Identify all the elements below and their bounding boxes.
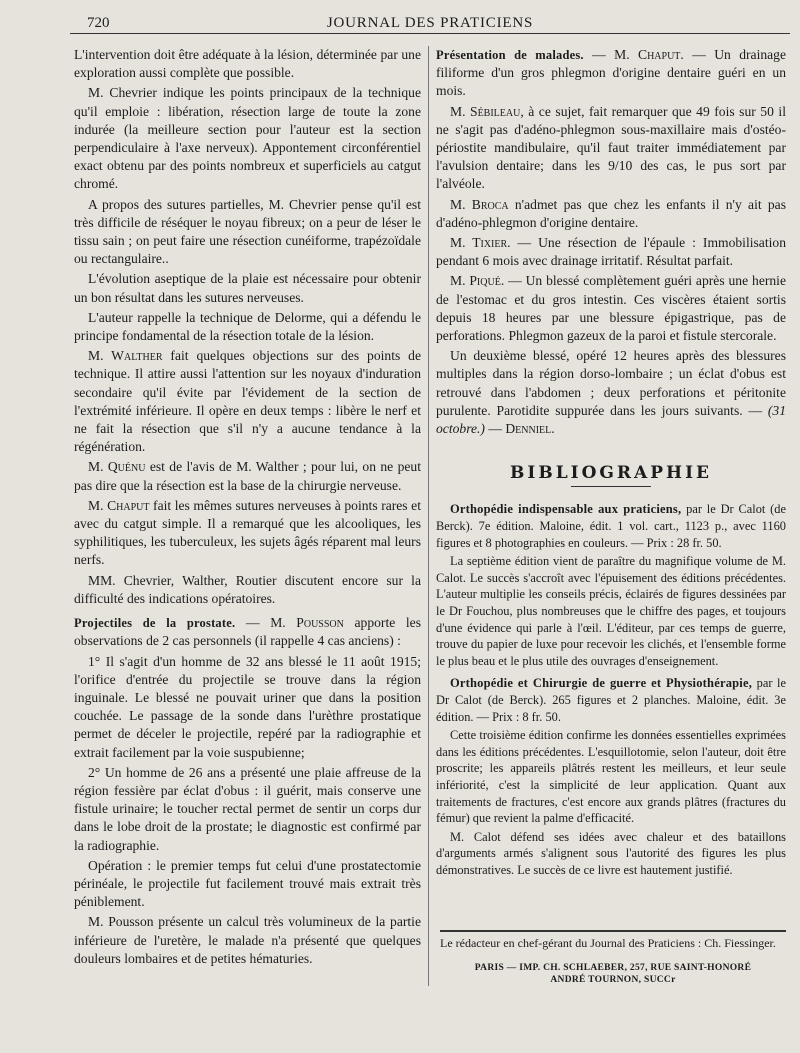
author-name: M. Tixier. [450, 235, 511, 251]
book-details: par le Dr Calot (de Berck). 7e édition. Maloine, édit. 1 vol. cart., 1123 p., avec 1160 figures et 8 photographies en couleurs. — Prix : 28 fr. 50. [436, 502, 786, 550]
section-paragraph: Présentation de malades. — M. Chaput. — Un drainage filiforme d'un gros phlegmon d'origine dentaire guéri en un mois. [436, 47, 787, 99]
book-entry [436, 501, 786, 551]
paragraph-text: apporte les observations de 2 cas personnels (il rappelle 4 cas anciens) : [74, 615, 421, 649]
paragraph [436, 234, 786, 270]
paragraph [436, 272, 786, 345]
author-name: M. Walther [88, 348, 163, 364]
column-divider [428, 46, 429, 986]
review-paragraph: M. Calot défend ses idées avec chaleur et des bataillons d'arguments armés s'alignent sous l'autorité des figures les plus démonstratives. Le succès de ce livre est hautement justifié. [436, 829, 786, 877]
book-details: par le Dr Calot (de Berck). 265 figures et 2 planches. Maloine, édit. 3e édition. — Prix : 8 fr. 50. [436, 676, 786, 724]
book-title: Orthopédie et Chirurgie de guerre et Physiothérapie, [450, 676, 753, 691]
paragraph-text: — Un drainage filiforme d'un gros phlegmon d'origine dentaire guéri en un mois. [436, 47, 787, 99]
paragraph: M. Pousson présente un calcul très volumineux de la partie inférieure de l'uretère, le malade n'a présenté que quelques douleurs lombaires et de petites hématuries. [74, 914, 421, 966]
author-name: M. Chaput. [614, 47, 684, 62]
paragraph: A propos des sutures partielles, M. Chevrier pense qu'il est très difficile de réséquer le noyau fibreux; on a peur de léser le tissu sain ; on peut faire une résection cunéiforme, trapézoïdale ou rectangulaire.. [74, 196, 421, 267]
paragraph: 2° Un homme de 26 ans a présenté une plaie affreuse de la région fessière par éclat d'obus : il guérit, mais conserve une fistule urinaire; le toucher rectal permet de sentir un corps dur dans le lobe droit de la prostate; le diagnostic est confirmé par la radiographie. [74, 764, 421, 853]
author-name: M. Pousson [270, 615, 344, 631]
page-number: 720 [87, 15, 110, 31]
paragraph: Opération : le premier temps fut celui d'une prostatectomie périnéale, le projectile fut facilement trouvé mais extrait très péniblement. [74, 857, 421, 910]
paragraph-text: fait quelques objections sur des points de technique. Il attire aussi l'attention sur les noyaux d'induration secondaire qu'il évite par l'évidement de la section de l'extrémité inférieure. Il opère en deux temps : libère le nerf et ne fait la résection que s'il n'y a aucune tendance à la régénération. [74, 348, 421, 455]
paragraph [436, 196, 786, 232]
signature: — Denniel. [484, 421, 555, 437]
paragraph [74, 458, 421, 494]
paragraph: L'intervention doit être adéquate à la lésion, déterminée par une exploration aussi complète que possible. [74, 47, 421, 81]
paragraph [74, 347, 421, 456]
paragraph: L'évolution aseptique de la plaie est nécessaire pour obtenir un bon résultat dans les sutures nerveuses. [74, 271, 421, 305]
imprint-line: PARIS — IMP. CH. SCHLAEBER, 257, RUE SAINT-HONORÉ [474, 963, 752, 973]
section-paragraph: Projectiles de la prostate. — M. Pousson apporte les observations de 2 cas personnels (il rappelle 4 cas anciens) : [74, 615, 421, 649]
left-column [74, 46, 421, 970]
paragraph-text: à ce sujet, fait remarquer que 49 fois sur 50 il ne s'agit pas d'adéno-phlegmon sous-maxillaire mais d'ostéo-périostite mandibulaire, qu'il faut traiter immédiatement par l'avulsion dentaire; dans les 9/10 des cas, le pus sort par l'alvéole. [436, 103, 786, 192]
paragraph-text: Un deuxième blessé, opéré 12 heures après des blessures multiples dans la région dorso-lombaire ; un éclat d'obus est retrouvé dans l'abdomen ; deux perforations et péritonite purulente. Parotidite suppurée dans les jours suivants. — [436, 348, 786, 418]
date: (31 octobre.) [436, 402, 786, 437]
book-title: Orthopédie indispensable aux praticiens, [450, 502, 682, 517]
paragraph-text: — Une résection de l'épaule : Immobilisation pendant 6 mois avec drainage irritatif. Résultat parfait. [436, 235, 786, 269]
book-entry [436, 675, 786, 725]
paragraph-text: — Un blessé complètement guéri après une hernie de l'estomac et du gros intestin. Ces viscères étaient sortis depuis 18 heures par une blessure épigastrique, pas de perforations. Phlegmon gazeux de la paroi et fistule stercorale. [436, 273, 786, 344]
paragraph: L'auteur rappelle la technique de Delorme, qui a défendu le principe fondamental de la résection totale de la lésion. [74, 309, 421, 344]
journal-title: JOURNAL DES PRATICIENS [326, 15, 534, 31]
section-heading: Présentation de malades. [436, 48, 584, 62]
bibliography-title: BIBLIOGRAPHIE [510, 463, 712, 484]
printer-imprint [440, 962, 786, 986]
author-name: M. Broca [450, 196, 509, 212]
page-header [70, 12, 790, 34]
paragraph: MM. Chevrier, Walther, Routier discutent encore sur la difficulté des indications opératoires. [74, 572, 421, 606]
review-paragraph: La septième édition vient de paraître du magnifique volume de M. Calot. Le succès s'accroît avec l'épuisement des éditions précédentes. L'auteur multiplie les conseils précis, éclairés de figures dessinées par le Dr Fouchou, plus nombreuses que le chiffre des pages, et toujours d'une évidence qui parle à l'œil. L'éditeur, par ces temps de guerre, trouve du papier de luxe pour recevoir les clichés, et l'ensemble forme le plus beau et le plus utile des ouvrages d'enseignement. [436, 554, 786, 668]
right-column [436, 46, 786, 881]
paragraph-text: est de l'avis de M. Walther ; pour lui, on ne peut pas dire que la résection est la base de la chirurgie nerveuse. [74, 459, 421, 493]
review-paragraph: Cette troisième édition confirme les données essentielles exprimées dans les éditions précédentes. L'esquillotomie, selon l'auteur, doit être proscrite; les appareils plâtrés restent les meilleurs, et leur seule infériorité, c'est la simplicité de leur application. Quant aux traitements de fractures, c'est encore aux grands plâtres (fractures du fémur) que revient la palme d'efficacité. [436, 728, 786, 826]
author-name: M. Sébileau, [450, 103, 524, 119]
imprint-line: ANDRÉ TOURNON, SUCCr [550, 975, 676, 985]
author-name: M. Piqué. [450, 273, 505, 289]
paragraph [74, 497, 421, 570]
author-name: M. Chaput [88, 497, 150, 513]
paragraph [436, 103, 786, 194]
author-name: M. Quénu [88, 459, 146, 475]
title-rule [571, 486, 651, 487]
section-heading: Projectiles de la prostate. [74, 616, 236, 631]
paragraph: 1° Il s'agit d'un homme de 32 ans blessé le 11 août 1915; l'orifice d'entrée du projectile se trouve dans la région inguinale. Le blessé ne pouvait uriner que dans la position couchée. Le passage de la sonde dans l'urèthre prostatique permet de déceler le projectile, repéré par la radiographie et extrait facilement par la voie suspubienne; [74, 653, 421, 760]
paragraph: M. Chevrier indique les points principaux de la technique qu'il emploie : libération, résection large de toute la zone indurée (la meilleure section pour l'auteur est la section perpendiculaire à l'axe nerveux). Appontement circonférentiel exact obtenu par des points nombreux et superficiels au catgut chromé. [74, 85, 421, 192]
paragraph-text: n'admet pas que chez les enfants il n'y ait pas d'adéno-phlegmon d'origine dentaire. [436, 196, 787, 230]
editor-line: Le rédacteur en chef-gérant du Journal des Praticiens : Ch. Fiessinger. [440, 930, 786, 951]
paragraph-text: fait les mêmes sutures nerveuses à points rares et avec du catgut simple. Il a remarqué que les alcooliques, les syphilitiques, les tuberculeux, les sujets âgés réparent mal leurs nerfs. [74, 497, 421, 568]
paragraph [436, 347, 786, 438]
